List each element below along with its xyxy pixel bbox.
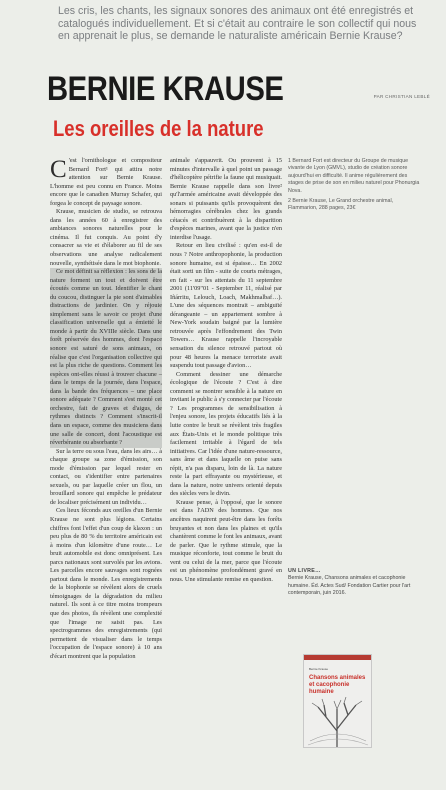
tree-illustration (304, 697, 371, 747)
article-column-1 (50, 157, 162, 787)
book-tag: UN LIVRE… (288, 568, 321, 574)
lead-paragraph: Les cris, les chants, les signaux sonores des animaux ont été enregistrés et catalogués individuellement. Et si c'était au contraire le son collectif qui nous en apprenait le plus, se demande le naturaliste américain Bernie Krause? (58, 5, 417, 42)
paragraph: Ce mot définit sa réflexion : les sons de la nature forment un tout et doivent être écoutés comme un tout. Identifier le chant du coucou, distinguer la pie sont d'aimables distractions de jardinier. On y réjouie simplement sans le savoir ce projet d'une classification universelle qui a émietté le monde à partir du XVIIIe siècle. Dans une forêt préservée des hommes, dont l'espace sonore est saturé de sons animaux, on réalise que c'est l'organisation collective qui est la plus riche de questions. Comment les espèces ont-elles réussi à trouver chacune – dans le temps de la journée, dans l'espace, dans la bande des fréquences – une place sonore adéquate ? Comment s'est monté cet orchestre, fait de graves et d'aigus, de rythmes distincts ? Comment s'inscrit-il dans un espace, comme des musiciens dans une salle de concert, dont l'acoustique est réverbérante ou absorbante ? (50, 268, 162, 447)
article-title: BERNIE KRAUSE (47, 70, 284, 108)
book-description: Bernie Krause, Chansons animales et cacophonie humaine. Éd. Actes Sud/ Fondation Cartier pour l'art contemporain, juin 2016. (288, 575, 411, 596)
footnote: 1 Bernard Fort est directeur du Groupe de musique vivante de Lyon (GMVL), studio de création sonore aujourd'hui en difficulté. Il anime régulièrement des stages de prise de son en milieu naturel pour Phonurgia Nova. (288, 158, 420, 194)
paragraph: animale s'appauvrit. Ou prouvent à 15 minutes d'intervalle à quel point un passage d'hélicoptère pétrifie la faune qui musiquait. Bernie Krause rappelle dans son livre² qu'l'armée américaine avait développée des sonars si puissants qu'ils provoquèrent des hémorragies cérébrales chez les grands cétacés et contribuèrent à la disparition d'espèces marines, avant que la justice n'en interdise l'usage. (170, 157, 282, 241)
cover-author: Bernie Krause (309, 667, 329, 671)
book-box (288, 568, 418, 597)
footnotes (288, 158, 423, 216)
paragraph: Ces lieux féconds aux oreilles d'un Bernie Krause ne sont plus légions. Certains chiffres font l'effet d'un coup de klaxon : un peu plus de 80 % du territoire américain est à moins d'un kilomètre d'une route… Le bruit automobile est donc omniprésent. Les parcs nationaux sont survolés par les avions. Les parcelles encore sauvages sont rognées partout dans le monde. Les enregistrements de la biophonie se révèlent alors de cruels témoignages de la dégradation du milieu naturel. Ils sont à ce titre moins trompeurs que des photos, ils révèlent une complexité que l'image ne saisit pas. Les spectrogrammes des enregistrements (qui permettent de visualiser dans le temps l'occupation de l'espace sonore) à 10 ans d'écart montrent que la population (50, 507, 162, 660)
paragraph: Sur la terre ou sous l'eau, dans les airs… à chaque groupe sa zone d'émission, son mode d'émission par lequel rester en contact, ou s'identifier entre partenaires sexuels, ou par laquelle créer un flou, un brouillard sonore qui empêche le prédateur de localiser précisément un individu… (50, 447, 162, 506)
paragraph: Retour en lieu civilisé : qu'en est-il de nous ? Notre anthropophonie, la production sonore humaine, est si épaisse… En 2002 était sorti un film - suite de courts métrages, en fait - sur les attentats du 11 septembre 2001 (11'09"01 - September 11, réalisé par Iñárritu, Lelouch, Loach, Makhmalbaf…). L'une des séquences montrait – ambiguïté dérangeante – un appartement sombre à New-York soudain baigné par la lumière retrouvée après l'effondrement des Twin Towers… Krause rappelle l'incroyable sensation du silence retrouvé partout où pour 48 heures la menace terroriste avait suspendu tout passage d'avion… (170, 242, 282, 370)
book-cover-image (303, 654, 372, 748)
byline: PAR CHRISTIAN LEBLÉ (373, 94, 430, 99)
paragraph: Krause, musicien de studio, se retrouva dans les années 60 à enregistrer des ambiances sonores naturelles pour le cinéma. Il fut conquis. Au point d'y consacrer sa vie et d'élaborer au fil de ses observations une analyse radicalement nouvelle, synthétisée dans le mot biophonie. (50, 208, 162, 267)
footnote: 2 Bernie Krause, Le Grand orchestre animal, Flammarion, 288 pages, 23€ (288, 198, 394, 212)
cover-band (304, 655, 371, 660)
paragraph: C 'est l'ornithologue et compositeur Bernard Fort¹ qui attira notre attention sur Bernie Krause. L'homme est peu connu en France. Moins encore que le canadien Murray Schafer, qui forgea le concept de paysage sonore. (50, 157, 162, 207)
cover-title: Chansons animales et cacophonie humaine (309, 675, 366, 695)
article-subtitle: Les oreilles de la nature (53, 116, 264, 141)
article-column-2 (170, 157, 282, 637)
paragraph: Krause pense, à l'opposé, que le sonore est dans l'ADN des hommes. Que nos ancêtres naquirent peut-être dans les forêts bruyantes et non dans les plaines et qu'ils chantèrent comme le font les animaux, avant de parler. Que le rythme stimule, que la musique réconforte, tout comme le bruit du vent ou celui de la mer, parce que l'écoute est un phénomène profondément gravé en nous. Une stimulante remise en question. (170, 498, 282, 583)
drop-cap: C (50, 157, 67, 183)
paragraph: Comment dessiner une démarche écologique de l'écoute ? C'est à dire comment se montrer sensible à la nature en invitant le public à s'y connecter par l'écoute ? Les programmes de sensibilisation à l'enjeu sonore, les projets éducatifs liés à la lutte contre le bruit se révèlent très fragiles aux États-Unis et le monde politique très facilement irritable à l'égard de tels initiatives. Car l'idée d'une nature-ressource, sans âme et dans laquelle on puise sans répit, n'a pas disparu, loin de là. La nature reste la part effrayante ou mystérieuse, et dans la nature, notre univers orienté depuis des siècles vers le divin. (170, 370, 282, 498)
